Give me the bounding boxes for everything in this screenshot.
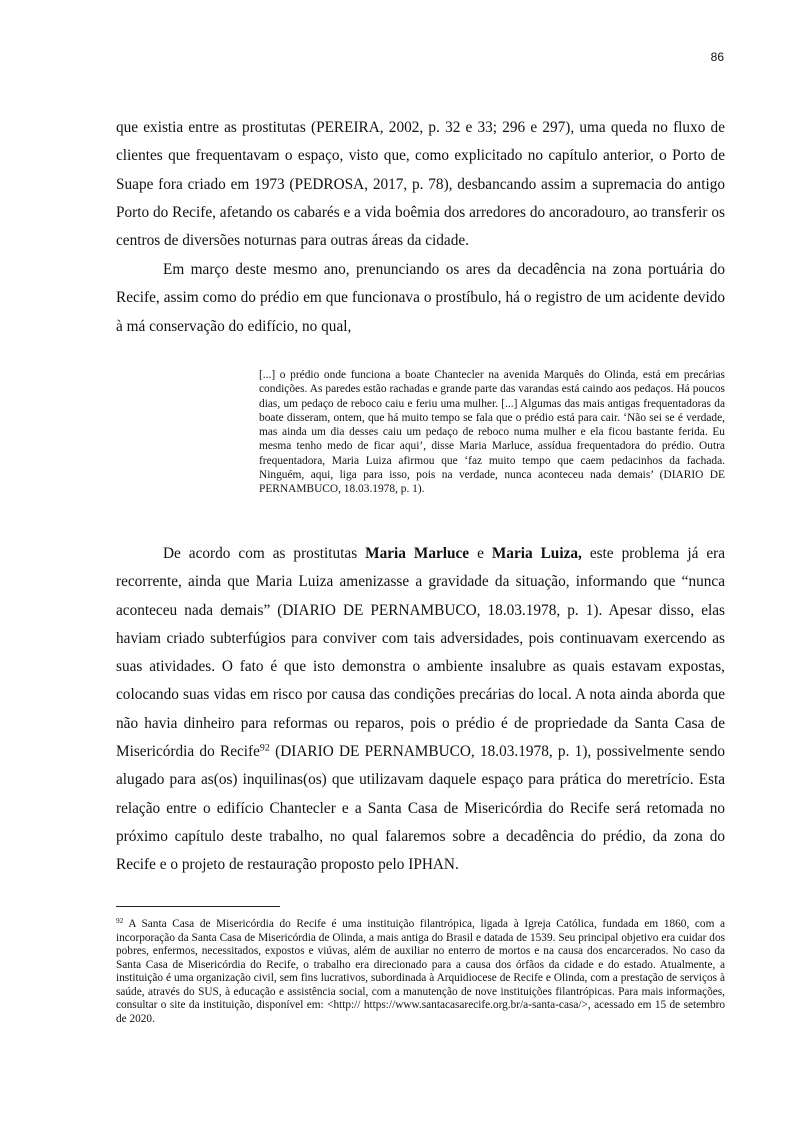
footnote-text: A Santa Casa de Misericórdia do Recife é uma instituição filantrópica, ligada à Igreja Católica, fundada em 1860, com a incorporação da Santa Casa de Misericórdia de Olinda, a mais antiga do Brasil e datada de 1539. Seu principal objetivo era cuidar dos pobres, enfermos, necessitados, expostos e viúvas, além de auxiliar no enterro de mortos e na causa dos encarcerados. No caso da Santa Casa de Misericórdia do Recife, o trabalho era direcionado para a causa dos órfãos da cidade e do estado. Atualmente, a instituição é uma organização civil, sem fins lucrativos, subordinada à Arquidiocese de Recife e Olinda, com a prestação de serviços à saúde, através do SUS, à educação e assistência social, com a manutenção de nove instituições filantrópicas. Para mais informações, consultar o site da instituição, disponível em: <http:// https://www.santacasarecife.org.br/a-santa-casa/>, acessado em 15 de setembro de 2020. <box>116 918 725 1025</box>
footnote <box>116 915 725 1026</box>
paragraph-prostitutes-testimony <box>116 540 725 880</box>
paragraph-continuation: que existia entre as prostitutas (PEREIRA, 2002, p. 32 e 33; 296 e 297), uma queda no fluxo de clientes que frequentavam o espaço, visto que, como explicitado no capítulo anterior, o Porto de Suape fora criado em 1973 (PEDROSA, 2017, p. 78), desbancando assim a supremacia do antigo Porto do Recife, afetando os cabarés e a vida boêmia dos arredores do ancoradouro, ao transferir os centros de diversões noturnas para outras áreas da cidade. <box>116 119 725 250</box>
paragraph-connector-text: e <box>469 545 492 562</box>
page-number: 86 <box>710 50 724 64</box>
paragraph-accident-intro: Em março deste mesmo ano, prenunciando os ares da decadência na zona portuária do Recife, assim como do prédio em que funcionava o prostíbulo, há o registro de um acidente devido à má conservação do edifício, no qual, <box>116 261 725 335</box>
footnote-reference[interactable]: 92 <box>259 742 270 754</box>
name-maria-luiza: Maria Luiza, <box>491 545 582 562</box>
paragraph-intro-text: De acordo com as prostitutas <box>163 545 366 562</box>
paragraph-body-continued: (DIARIO DE PERNAMBUCO, 18.03.1978, p. 1), possivelmente sendo alugado para as(os) inquilinas(os) que utilizavam daquele espaço para prática do meretrício. Esta relação entre o edifício Chantecler e a Santa Casa de Misericórdia do Recife será retomada no próximo capítulo deste trabalho, no qual falaremos sobre a decadência do prédio, da zona do Recife e o projeto de restauração proposto pelo IPHAN. <box>116 743 725 874</box>
footnote-divider <box>116 906 280 907</box>
name-maria-marluce: Maria Marluce <box>365 545 470 562</box>
footnote-marker: 92 <box>116 915 124 925</box>
block-quote: [...] o prédio onde funciona a boate Chantecler na avenida Marquês do Olinda, está em precárias condições. As paredes estão rachadas e grande parte das varandas está caindo aos pedaços. Há poucos dias, um pedaço de reboco caiu e feriu uma mulher. [...] Algumas das mais antigas frequentadoras da boate disseram, ontem, que há muito tempo se fala que o prédio está para cair. ‘Não sei se é verdade, mas ainda um dia desses caiu um pedaço de reboco numa mulher e ela ficou bastante ferida. Eu mesma tenho medo de ficar aqui’, disse Maria Marluce, assídua frequentadora do prédio. Outra frequentadora, Maria Luiza afirmou que ‘faz muito tempo que caem pedacinhos da fachada. Ninguém, aqui, liga para isso, pois na verdade, nunca aconteceu nada demais’ (DIARIO DE PERNAMBUCO, 18.03.1978, p. 1). <box>259 369 725 496</box>
paragraph-body-text: este problema já era recorrente, ainda que Maria Luiza amenizasse a gravidade da situação, informando que “nunca aconteceu nada demais” (DIARIO DE PERNAMBUCO, 18.03.1978, p. 1). Apesar disso, elas haviam criado subterfúgios para conviver com tais adversidades, pois continuavam exercendo as suas atividades. O fato é que isto demonstra o ambiente insalubre as quais estavam expostas, colocando suas vidas em risco por causa das condições precárias do local. A nota ainda aborda que não havia dinheiro para reformas ou reparos, pois o prédio é de propriedade da Santa Casa de Misericórdia do Recife <box>116 545 726 761</box>
